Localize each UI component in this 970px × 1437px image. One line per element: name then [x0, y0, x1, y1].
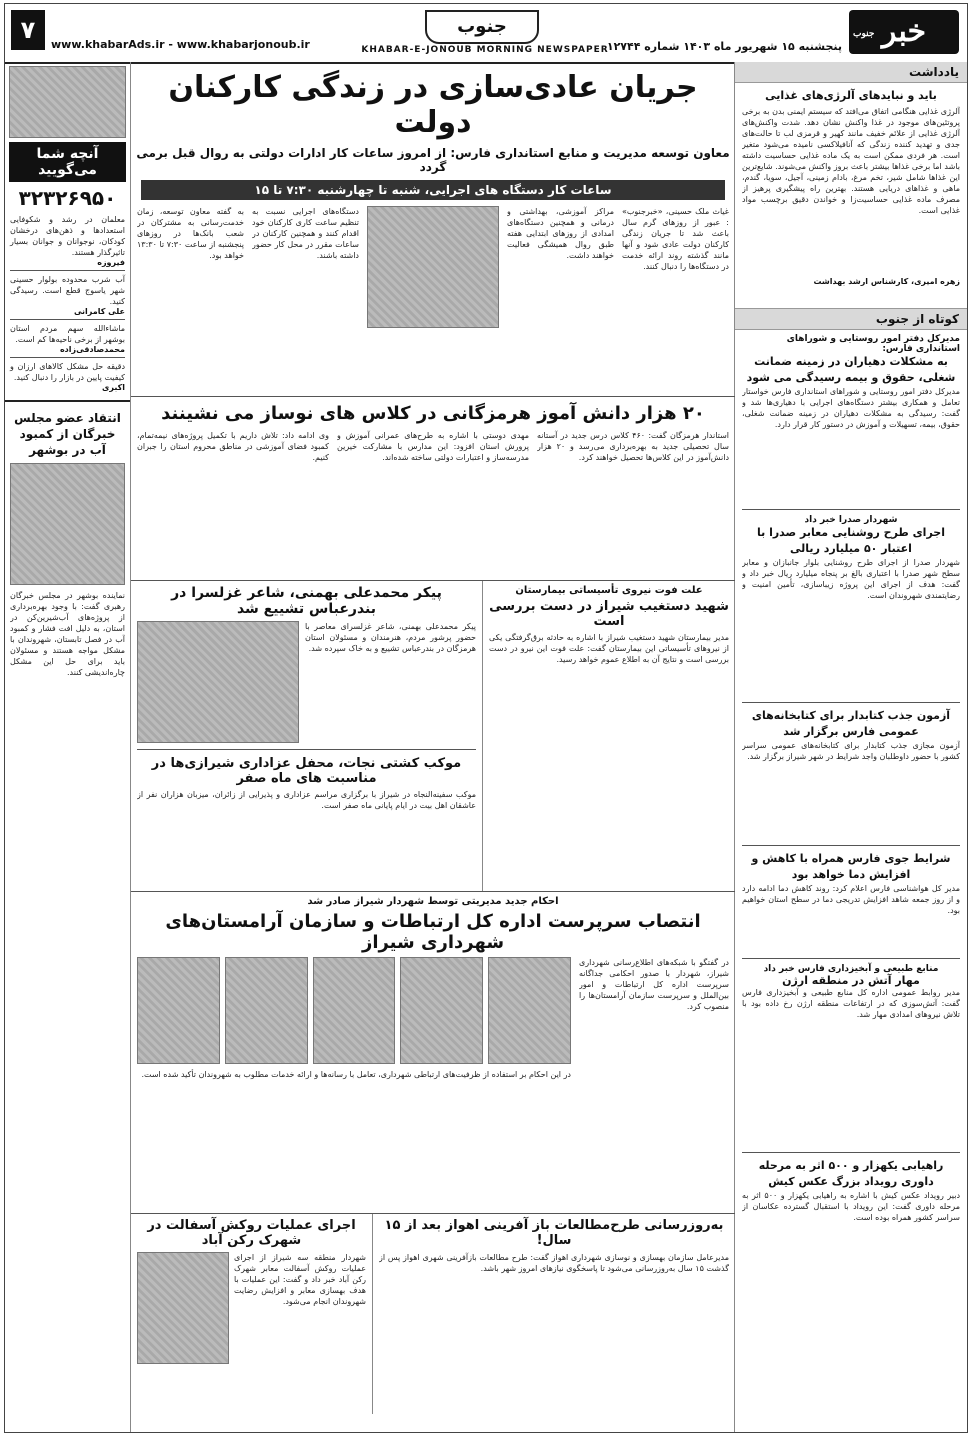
- divider: [10, 270, 125, 271]
- page-number: ۷: [11, 10, 45, 50]
- hospital-headline: شهید دستغیب شیراز در دست بررسی است: [489, 599, 729, 629]
- divider: [742, 1152, 960, 1153]
- bahmani-body: پیکر محمدعلی بهمنی، شاعر غزلسرای معاصر با حضور پرشور مردم، هنرمندان و مسئولان استان هرمزگان در بندرعباس تشییع و به خاک سپرده شد.: [305, 622, 476, 653]
- section-title: جنوب: [425, 10, 539, 44]
- portrait-photo: [137, 1252, 229, 1364]
- roknabad-headline: اجرای عملیات روکش آسفالت در شهرک رکن آباد: [147, 1218, 356, 1248]
- edu-headline: ۲۰ هزار دانش آموز هرمزگانی در کلاس های نوساز می نشینند: [161, 403, 705, 424]
- reader-signature: محمدصادقی‌زاده: [59, 345, 125, 354]
- lead-body-2: مراکز آموزشی، بهداشتی و درمانی و همچنین دستگاه‌های امدادی از روزهای ابتدایی هفته طبق روال همیشگی فعالیت خواهند داشت.: [507, 207, 614, 260]
- reader-message: آب شرب محدوده بولوار حسینی شهر یاسوج قطع است. رسیدگی کنید.: [10, 275, 125, 306]
- news1-title: به مشکلات دهیاران در زمینه ضمانت شغلی، حقوق و بیمه رسیدگی می شود: [746, 355, 956, 384]
- reader-message: دقیقه حل مشکل کالاهای ارزان و کیفیت پایین در بازار را دنبال کنید.: [10, 362, 125, 382]
- shiraz-kicker: احکام جدید مدیریتی توسط شهردار شیراز صادر شد: [307, 896, 559, 907]
- news2-kicker: شهردار صدرا خبر داد: [804, 515, 898, 525]
- telephone-illustration: [9, 66, 126, 138]
- issue-date: پنجشنبه ۱۵ شهریور ماه ۱۴۰۳ شماره ۱۲۷۴۴: [606, 40, 842, 53]
- divider: [742, 958, 960, 959]
- yaddasht-title: باید و نبایدهای آلرژی‌های غذایی: [765, 89, 937, 102]
- cleric-portrait-photo: [10, 463, 125, 585]
- reader-signature: فیروزه: [97, 258, 125, 267]
- reader-message: معلمان در رشد و شکوفایی استعدادها و ذهن‌های درخشان کودکان، نوجوانان و جوانان بسیار تاثیرگذار هستند.: [10, 215, 125, 257]
- shiraz-body-2: در این احکام بر استفاده از ظرفیت‌های ارتباطی شهرداری، تعامل با رسانه‌ها و ارائه خدمات مطلوب به شهروندان تأکید شده است.: [141, 1070, 571, 1079]
- readers-box-header: [9, 142, 126, 182]
- news2-title: اجرای طرح روشنایی معابر صدرا با اعتبار ۵۰ میلیارد ریالی: [756, 526, 945, 555]
- reader-signature: علی کامرانی: [73, 307, 125, 316]
- news3-body: آزمون مجازی جذب کتابدار برای کتابخانه‌های عمومی سراسر کشور با حضور داوطلبان واجد شرایط در شهر شیراز برگزار شد.: [742, 741, 960, 761]
- reader-signature: اکبری: [102, 383, 125, 392]
- english-subtitle: KHABAR-E-JONOUB MORNING NEWSPAPER: [361, 45, 609, 55]
- portrait-photo: [313, 957, 396, 1064]
- mowkeb-headline: موکب کشتی نجات، محفل عزاداری شیرازی‌ها در مناسبت های ماه صفر: [151, 756, 462, 786]
- divider: [742, 702, 960, 703]
- bahmani-story: [131, 581, 482, 891]
- website-urls[interactable]: www.khabarAds.ir - www.khabarjonoub.ir: [51, 38, 310, 51]
- shiraz-body-1: در گفتگو با شبکه‌های اطلاع‌رسانی شهرداری شیراز، شهردار با صدور احکامی جداگانه سرپرست اداره کل ارتباطات و امور بین‌الملل و سرپرست سازمان آرامستان‌ها را منصوب کرد.: [579, 958, 729, 1011]
- ahvaz-body: مدیرعامل سازمان بهسازی و نوسازی شهرداری اهواز گفت: طرح مطالعات بازآفرینی شهری اهواز پس از گذشت ۱۵ سال به‌روزرسانی می‌شود تا پاسخگوی نیازهای امروز شهر باشد.: [379, 1253, 729, 1273]
- lead-body-3: دستگاه‌های اجرایی نسبت به تنظیم ساعت کاری کارکنان خود اقدام کنند و همچنین کارکنان در ساعات مقرر در محل کار حضور داشته باشند.: [252, 207, 359, 260]
- lead-body-1: غیاث ملک حسینی، «خبرجنوب» : عبور از روزهای گرم سال باعث شد تا جریان زندگی کارکنان دولت عادی شود و آنها مانند گذشته روند ارائه خدمت در دستگاه‌ها را دنبال کنند.: [622, 207, 729, 271]
- divider: [742, 509, 960, 510]
- lead-subheadline: معاون توسعه مدیریت و منابع استانداری فارس: از امروز ساعات کار ادارات دولتی به روال قبل برمی گردد: [136, 146, 730, 174]
- divider: [10, 319, 125, 320]
- edu-body-3: وی ادامه داد: تلاش داریم با تکمیل پروژه‌های نیمه‌تمام، کمبود فضای آموزشی در مناطق محروم استان را جبران کنیم.: [137, 431, 329, 462]
- divider: [5, 400, 130, 402]
- news3-title: آزمون جذب کتابدار برای کتابخانه‌های عمومی فارس برگزار شد: [751, 709, 951, 738]
- news1-kicker: مدیرکل دفتر امور روستایی و شوراهای استانداری فارس:: [786, 334, 960, 354]
- majlis-body: نماینده بوشهر در مجلس خبرگان رهبری گفت: با وجود بهره‌برداری از پروژه‌های آب‌شیرین‌کن در استان، به دلیل افت فشار و کمبود آب در فصل تابستان، شهروندان با مشکل مواجه هستند و مسئولان باید برای حل این مشکل چاره‌اندیشی کنند.: [10, 591, 125, 677]
- yaddasht-author: زهره امیری، کارشناس ارشد بهداشت: [813, 277, 960, 286]
- lead-headline: جریان عادی‌سازی در زندگی کارکنان دولت: [168, 70, 698, 140]
- divider: [10, 357, 125, 358]
- masthead: [5, 4, 967, 64]
- ahvaz-headline: به‌روزرسانی طرح‌مطالعات باز آفرینی اهواز بعد از ۱۵ سال!: [384, 1218, 724, 1248]
- hospital-body: مدیر بیمارستان شهید دستغیب شیراز با اشاره به حادثه برق‌گرفتگی یکی از نیروهای تأسیساتی این بیمارستان گفت: علت فوت این نیرو در دست بررسی است و نتایج آن به اطلاع عموم خواهد رسید.: [489, 633, 729, 664]
- majlis-headline: انتقاد عضو مجلس خبرگان از کمبود آب در بوشهر: [14, 411, 121, 457]
- right-column: [734, 62, 967, 1432]
- ahvaz-story: [372, 1214, 735, 1414]
- lead-body-4: به گفته معاون توسعه، زمان خدمت‌رسانی به مشترکان در شعب بانک‌ها در روزهای پنجشنبه از ساعت ۷:۳۰ تا ۱۳:۳۰ خواهد بود.: [137, 207, 244, 260]
- readers-title-1: آنچه شما: [36, 146, 99, 162]
- news2-body: شهردار صدرا از اجرای طرح روشنایی بلوار جانبازان و معابر سطح شهر صدرا با اعتباری بالغ بر پنجاه میلیارد ریال خبر داد و گفت: هدف از اجرای این پروژه زیباسازی، تأمین امنیت و رضایتمندی شهروندان است.: [742, 558, 960, 600]
- bahmani-headline: پیکر محمدعلی بهمنی، شاعر غزلسرا در بندرعباس تشییع شد: [171, 585, 442, 617]
- official-portrait-photo: [367, 206, 499, 328]
- portrait-photo: [400, 957, 483, 1064]
- readers-phone-number[interactable]: ۳۲۳۲۶۹۵۰: [18, 186, 117, 210]
- main-area: [131, 62, 735, 1432]
- portrait-photo: [137, 957, 220, 1064]
- yaddasht-header: یادداشت: [735, 62, 967, 83]
- portrait-photo: [488, 957, 571, 1064]
- readers-title-2: می‌گویید: [38, 162, 97, 178]
- news1-body: مدیرکل دفتر امور روستایی و شوراهای استانداری فارس خواستار تعامل و همکاری بیشتر دستگاه‌های اجرایی با دهیاری‌ها شد و گفت: رسیدگی به مشکلات دهیاران در زمینه ضمانت شغلی، حقوق، بیمه، تسهیلات و آموزش در دستور کار قرار دارد.: [742, 387, 960, 429]
- news4-title: شرایط جوی فارس همراه با کاهش و افزایش دما خواهد بود: [751, 852, 951, 881]
- roknabad-story: [131, 1214, 372, 1414]
- news5-title: مهار آتش در منطقه ارژن: [782, 974, 920, 987]
- roknabad-body: شهردار منطقه سه شیراز از اجرای عملیات روکش آسفالت معابر شهرک رکن آباد خبر داد و گفت: این عملیات با هدف بهسازی معابر و افزایش رضایت شهروندان انجام می‌شود.: [234, 1253, 366, 1306]
- lead-highlight-bar: ساعات کار دستگاه های اجرایی، شنبه تا چهارشنبه ۷:۳۰ تا ۱۵: [141, 180, 725, 200]
- funeral-photo: [137, 621, 299, 743]
- hospital-story: [482, 581, 735, 891]
- edu-body-2: مهدی دوستی با اشاره به طرح‌های عمرانی آموزش و پرورش استان افزود: این مدارس با مشارکت خیرین مدرسه‌ساز و اعتبارات دولتی ساخته شده‌اند.: [337, 431, 529, 462]
- hospital-kicker: علت فوت نیروی تأسیساتی بیمارستان: [515, 585, 703, 596]
- divider: [131, 396, 735, 397]
- shiraz-headline: انتصاب سرپرست اداره کل ارتباطات و سازمان آرامستان‌های شهرداری شیراز: [165, 911, 701, 953]
- newspaper-logo: خبر جنوب: [849, 10, 959, 54]
- edu-body-1: استاندار هرمزگان گفت: ۴۶۰ کلاس درس جدید در آستانه سال تحصیلی جدید به بهره‌برداری می‌رسد و ۲۰ هزار دانش‌آموز در این کلاس‌ها تحصیل خواهند کرد.: [537, 431, 729, 462]
- news5-body: مدیر روابط عمومی اداره کل منابع طبیعی و آبخیزداری فارس گفت: آتش‌سوزی که در ارتفاعات منطقه ارژن رخ داده بود با تلاش نیروهای امدادی مهار شد.: [742, 988, 960, 1019]
- divider: [137, 749, 476, 750]
- news6-body: دبیر رویداد عکس کیش با اشاره به راهیابی یکهزار و ۵۰۰ اثر به مرحله داوری گفت: این رویداد با استقبال گسترده عکاسان از سراسر کشور همراه بوده است.: [742, 1191, 960, 1222]
- divider: [742, 845, 960, 846]
- portrait-photo: [225, 957, 308, 1064]
- left-column: [5, 62, 131, 1432]
- mowkeb-body: موکب سفینه‌النجاه در شیراز با برگزاری مراسم عزاداری و پذیرایی از زائران، میزبان هزاران نفر از عاشقان اهل بیت در ایام پایانی ماه صفر است.: [137, 790, 476, 810]
- reader-message: ماشاءالله سهم مردم استان بوشهر از برخی ناحیه‌ها کم است.: [10, 324, 125, 344]
- news4-body: مدیر کل هواشناسی فارس اعلام کرد: روند کاهش دما ادامه دارد و از روز جمعه شاهد افزایش تدریجی دما در سطح استان خواهیم بود.: [742, 884, 960, 915]
- news6-title: راهیابی یکهزار و ۵۰۰ اثر به مرحله داوری رویداد بزرگ عکس کیش: [758, 1159, 944, 1188]
- yaddasht-body: آلرژی غذایی هنگامی اتفاق می‌افتد که سیستم ایمنی بدن به برخی پروتئین‌های موجود در غذا واکنش نشان دهد. شدت واکنش‌های آلرژی غذایی از علائم خفیف مانند کهیر و قرمزی لب تا حالت‌های جدی و تهدید کننده زندگی که آنافیلاکسی نامیده می‌شود متغیر است. هر فردی ممکن است به یک ماده غذایی حساسیت داشته باشد اما برخی غذاها بیشتر باعث بروز واکنش می‌شوند. شایع‌ترین این غذاها شامل شیر، تخم مرغ، بادام زمینی، آجیل، سویا، گندم، ماهی و غذاهای دریایی هستند. بهترین راه پیشگیری پرهیز از مصرف ماده غذایی حساسیت‌زا و خواندن دقیق برچسب مواد غذایی است.: [742, 107, 960, 215]
- kotah-header: کوتاه از جنوب: [735, 308, 967, 330]
- news5-kicker: منابع طبیعی و آبخیزداری فارس خبر داد: [763, 964, 939, 974]
